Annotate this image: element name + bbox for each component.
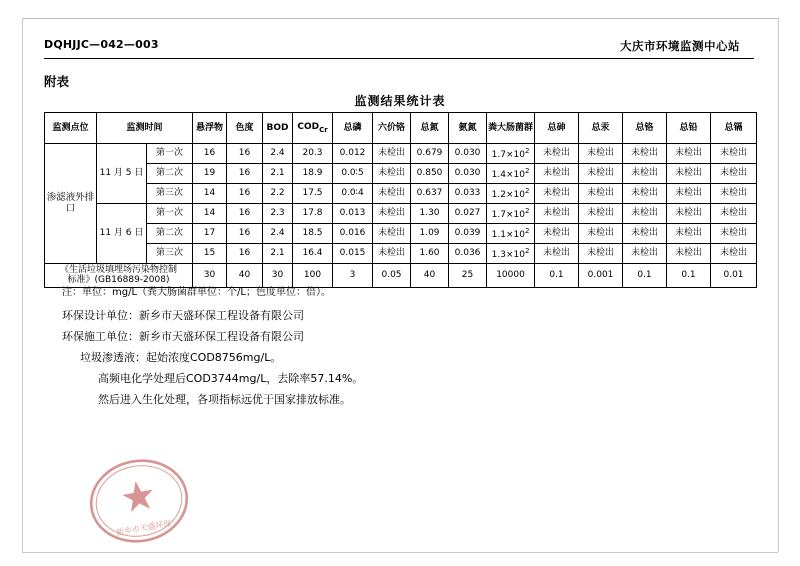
body-line-1: 环保设计单位：新乡市天盛环保工程设备有限公司 <box>62 309 304 322</box>
header-hexavalent-chromium: 六价铬 <box>373 113 411 144</box>
cell-value: 0.033 <box>449 184 487 204</box>
cell-value: 17.5 <box>293 184 333 204</box>
cell-value: 未检出 <box>667 244 711 264</box>
header-total-phosphorus: 总磷 <box>333 113 373 144</box>
cell-value: 18.9 <box>293 164 333 184</box>
cell-coliform: $1.3\times 10^2$ <box>487 244 535 264</box>
cell-value: 未检出 <box>667 144 711 164</box>
table-note: 注：单位：mg/L（粪大肠菌群单位：个/L；色度单位：倍）。 <box>62 287 331 298</box>
cell-value: 16 <box>227 184 263 204</box>
cell-standard-value: 3 <box>333 264 373 288</box>
cell-value: 未检出 <box>711 204 757 224</box>
monitoring-results-table <box>44 112 757 288</box>
table-row <box>45 184 757 204</box>
cell-coliform: $1.1\times 10^2$ <box>487 224 535 244</box>
cell-value: 0.036 <box>449 244 487 264</box>
cell-value: 1.09 <box>411 224 449 244</box>
document-code: DQHJJC—042—003 <box>44 38 159 51</box>
attachment-label: 附表 <box>44 74 70 89</box>
cell-coliform: $1.4\times 10^2$ <box>487 164 535 184</box>
cell-value: 未检出 <box>579 224 623 244</box>
cell-value: 未检出 <box>623 244 667 264</box>
svg-text:新乡市天盛环保: 新乡市天盛环保 <box>115 518 173 538</box>
cell-value: 1.30 <box>411 204 449 224</box>
standard-label-line2: 标准》(GB16889-2008) <box>67 275 170 286</box>
cell-value: 未检出 <box>373 144 411 164</box>
cell-standard-value: 0.1 <box>623 264 667 288</box>
header-total-nitrogen: 总氮 <box>411 113 449 144</box>
header-monitor-point: 监测点位 <box>45 113 97 144</box>
cell-value: 未检出 <box>535 224 579 244</box>
header-suspended-solids: 悬浮物 <box>193 113 227 144</box>
cell-value: 16 <box>227 164 263 184</box>
header-divider <box>44 58 754 59</box>
cell-value: 未检出 <box>667 224 711 244</box>
cell-value: 0.030 <box>449 164 487 184</box>
cell-value: 0.012 <box>333 144 373 164</box>
header-fecal-coliform: 粪大肠菌群 <box>487 113 535 144</box>
cell-value: 未检出 <box>373 184 411 204</box>
header-ammonia-nitrogen: 氨氮 <box>449 113 487 144</box>
cell-value: 2.1 <box>263 244 293 264</box>
cell-value: 1.60 <box>411 244 449 264</box>
cell-order: 第二次 <box>147 224 193 244</box>
cell-value: 0.030 <box>449 144 487 164</box>
cell-value: 15 <box>193 244 227 264</box>
cell-value: 未检出 <box>623 164 667 184</box>
cell-value: 未检出 <box>623 204 667 224</box>
body-line-3: 垃圾渗透液：起始浓度COD8756mg/L。 <box>80 351 282 364</box>
cell-value: 未检出 <box>373 164 411 184</box>
cell-standard-value: 40 <box>411 264 449 288</box>
cell-value: 未检出 <box>711 184 757 204</box>
cell-value: 0.850 <box>411 164 449 184</box>
company-seal-stamp <box>85 455 193 547</box>
cell-value: 20.3 <box>293 144 333 164</box>
cell-standard-value: 0.001 <box>579 264 623 288</box>
cell-coliform: $1.7\times 10^2$ <box>487 144 535 164</box>
cell-value: 17 <box>193 224 227 244</box>
cell-standard-value: 30 <box>193 264 227 288</box>
cell-value: 未检出 <box>623 144 667 164</box>
cell-value: 未检出 <box>579 244 623 264</box>
cell-value: 16 <box>227 244 263 264</box>
cell-value: 未检出 <box>535 244 579 264</box>
header-total-chromium: 总铬 <box>623 113 667 144</box>
cell-value: 0.637 <box>411 184 449 204</box>
cell-value: 未检出 <box>535 144 579 164</box>
cell-standard-value: 100 <box>293 264 333 288</box>
cell-value: 0.027 <box>449 204 487 224</box>
cell-standard-value: 0.1 <box>667 264 711 288</box>
table-header-row <box>45 113 757 144</box>
cell-value: 未检出 <box>711 244 757 264</box>
cell-order: 第三次 <box>147 244 193 264</box>
cell-value: 未检出 <box>579 144 623 164</box>
cell-value: 16 <box>227 144 263 164</box>
cell-order: 第三次 <box>147 184 193 204</box>
header-cod: $COD_{Cr}$ <box>293 113 333 144</box>
cell-value: 未检出 <box>623 184 667 204</box>
header-chroma: 色度 <box>227 113 263 144</box>
body-text <box>62 305 363 410</box>
table-row <box>45 164 757 184</box>
cell-order: 第二次 <box>147 164 193 184</box>
organization-name: 大庆市环境监测中心站 <box>620 39 740 53</box>
cell-value: 未检出 <box>711 224 757 244</box>
cell-value: 未检出 <box>711 164 757 184</box>
cell-value: 14 <box>193 204 227 224</box>
cell-value: 19 <box>193 164 227 184</box>
cell-value: 0.015 <box>333 244 373 264</box>
cell-standard-value: 30 <box>263 264 293 288</box>
cell-value: 2.3 <box>263 204 293 224</box>
cell-date: 11 月 5 日 <box>97 144 147 204</box>
cell-value: 14 <box>193 184 227 204</box>
cell-value: 16.4 <box>293 244 333 264</box>
cell-value: 未检出 <box>579 164 623 184</box>
cell-value: 2.2 <box>263 184 293 204</box>
cell-value: 未检出 <box>623 224 667 244</box>
cell-value: 0.039 <box>449 224 487 244</box>
cell-standard-value: 25 <box>449 264 487 288</box>
cell-value: 16 <box>227 204 263 224</box>
cell-value: 未检出 <box>535 164 579 184</box>
cell-value: 0.679 <box>411 144 449 164</box>
cell-order: 第一次 <box>147 204 193 224</box>
table-row <box>45 204 757 224</box>
cell-value: 未检出 <box>711 144 757 164</box>
cell-value: 未检出 <box>667 164 711 184</box>
body-line-2: 环保施工单位：新乡市天盛环保工程设备有限公司 <box>62 330 304 343</box>
cell-value: 未检出 <box>579 204 623 224</box>
cell-value: 2.4 <box>263 144 293 164</box>
cell-value: 未检出 <box>535 204 579 224</box>
cell-standard-value: 0.05 <box>373 264 411 288</box>
header-bod: BOD <box>263 113 293 144</box>
standard-label-line1: 《生活垃圾填埋场污染物控制 <box>60 265 178 275</box>
cell-value: 未检出 <box>373 204 411 224</box>
cell-standard-value: 0.01 <box>711 264 757 288</box>
header-monitor-time: 监测时间 <box>97 113 193 144</box>
cell-coliform: $1.2\times 10^2$ <box>487 184 535 204</box>
header-total-lead: 总铅 <box>667 113 711 144</box>
table-row <box>45 224 757 244</box>
header-total-mercury: 总汞 <box>579 113 623 144</box>
cell-value: 0.013 <box>333 204 373 224</box>
body-line-5: 然后进入生化处理，各项指标远优于国家排放标准。 <box>98 393 351 406</box>
cell-standard-value: 40 <box>227 264 263 288</box>
header-total-cadmium: 总镉 <box>711 113 757 144</box>
body-line-4: 高频电化学处理后COD3744mg/L，去除率57.14%。 <box>98 372 364 385</box>
cell-monitor-point: 渗滤液外排口 <box>45 144 97 264</box>
cell-value: 18.5 <box>293 224 333 244</box>
cell-value: 2.4 <box>263 224 293 244</box>
cell-value: 未检出 <box>667 184 711 204</box>
cell-order: 第一次 <box>147 144 193 164</box>
cell-value: 16 <box>193 144 227 164</box>
scan-edge-bottom <box>22 552 778 553</box>
cell-value: 17.8 <box>293 204 333 224</box>
cell-coliform: $1.7\times 10^2$ <box>487 204 535 224</box>
header-total-arsenic: 总砷 <box>535 113 579 144</box>
cell-value: 未检出 <box>535 184 579 204</box>
scan-edge-top <box>22 18 778 19</box>
cell-value: 0.0∶4 <box>333 184 373 204</box>
cell-standard-value: 10000 <box>487 264 535 288</box>
cell-value: 未检出 <box>667 204 711 224</box>
cell-value: 16 <box>227 224 263 244</box>
page-title: 监测结果统计表 <box>354 94 446 108</box>
cell-value: 0.0∶5 <box>333 164 373 184</box>
cell-value: 0.016 <box>333 224 373 244</box>
cell-value: 未检出 <box>579 184 623 204</box>
cell-value: 未检出 <box>373 224 411 244</box>
cell-value: 2.1 <box>263 164 293 184</box>
table-row <box>45 144 757 164</box>
cell-value: 未检出 <box>373 244 411 264</box>
table-row <box>45 244 757 264</box>
cell-standard-value: 0.1 <box>535 264 579 288</box>
cell-date: 11 月 6 日 <box>97 204 147 264</box>
